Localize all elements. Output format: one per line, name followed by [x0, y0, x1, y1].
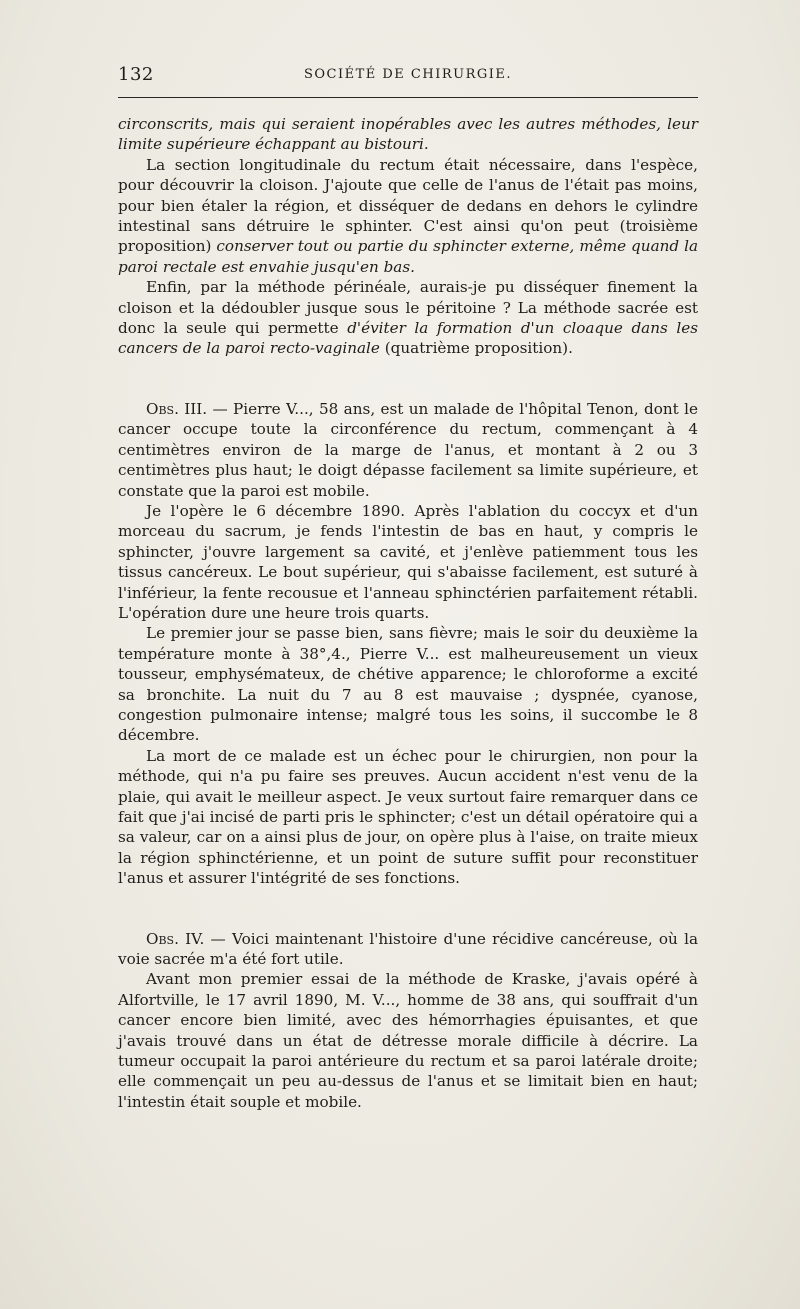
paragraph-observation-4 — [118, 929, 698, 970]
italic-run: mais qui seraient inopérables avec les autres méthodes, leur limite supérieure échappant au bistouri. — [118, 115, 698, 154]
text-run: La section longitudinale du rectum était nécessaire, dans l'espèce, pour découvrir la cloison. J'ajoute que celle de l'anus de l'était pas moins, pour bien étaler la région, et disséquer de dedans en dehors le cylindre intestinal sans détruire le sphinter. C'est ainsi qu'on peut (troisième proposition) — [118, 155, 698, 256]
paragraph-observation-3 — [118, 399, 698, 501]
paragraph — [118, 623, 698, 745]
paragraph — [118, 155, 698, 277]
text-run: Enfin, par la méthode périnéale, aurais-je pu disséquer finement la cloison et la dédoubler jusque sous le péritoine ? La méthode sacrée est donc la seule qui permette — [118, 278, 698, 338]
small-caps-run: Obs. — [146, 399, 179, 418]
text-run: Avant mon premier essai de la méthode de Kraske, j'avais opéré à Alfortville, le 17 avril 1890, M. V..., homme de 38 ans, qui souffrait d'un cancer encore bien limité, avec des hémorrhagies épuisantes, et que j'avais trouvé dans un état de détresse morale difficile à décrire. La tumeur occupait la paroi antérieure du rectum et sa paroi latérale droite; elle commençait un peu au-dessus de l'anus et se limitait bien en haut; l'intestin était souple et mobile. — [118, 970, 698, 1111]
page-number: 132 — [118, 64, 154, 85]
text-run: IV. — Voici maintenant l'histoire d'une récidive cancéreuse, où la voie sacrée m'a été fort utile. — [118, 929, 698, 969]
italic-run: circonscrits, — [118, 115, 214, 133]
text-run: (quatrième proposition). — [379, 339, 573, 358]
header-rule — [118, 97, 698, 98]
text-run: Je l'opère le 6 décembre 1890. Après l'ablation du coccyx et d'un morceau du sacrum, je fends l'intestin de bas en haut, y compris le sphincter, j'ouvre largement sa cavité, et j'enlève patiemment tous les tissus cancéreux. Le bout supérieur, qui s'abaisse facilement, est suturé à l'inférieur, la fente recousue et l'anneau sphinctérien parfaitement rétabli. L'opération dure une heure trois quarts. — [118, 501, 698, 622]
italic-run: conserver tout ou partie du sphincter externe, même quand la paroi rectale est envahie jusqu'en bas. — [118, 237, 699, 276]
body-text — [118, 114, 698, 1112]
paragraph — [118, 277, 698, 359]
italic-run: d'éviter la formation d'un cloaque dans les cancers de la paroi recto-vaginale — [118, 319, 698, 358]
text-run: La mort de ce malade est un échec pour le chirurgien, non pour la méthode, qui n'a pu faire ses preuves. Aucun accident n'est venu de la plaie, qui avait le meilleur aspect. Je veux surtout faire remarquer dans ce fait que j'ai incisé de parti pris le sphincter; c'est un détail opératoire qui a sa valeur, car on a ainsi plus de jour, on opère plus à l'aise, on traite mieux la région sphinctérienne, et un point de suture suffit pour reconstituer l'anus et assurer l'intégrité de ses fonctions. — [118, 746, 698, 888]
paragraph — [118, 501, 698, 623]
page-header — [118, 64, 698, 90]
paragraph — [118, 969, 698, 1112]
small-caps-run: Obs. — [146, 929, 179, 948]
paragraph — [118, 746, 698, 889]
paragraph-continuation — [118, 114, 698, 155]
running-title: SOCIÉTÉ DE CHIRURGIE. — [303, 67, 513, 82]
text-run: Le premier jour se passe bien, sans fièvre; mais le soir du deuxième la température monte à 38°,4., Pierre V... est malheureusement un vieux tousseur, emphysémateux, de chétive apparence; le chloroforme a excité sa bronchite. La nuit du 7 au 8 est mauvaise ; dyspnée, cyanose, congestion pulmonaire intense; malgré tous les soins, il succombe le 8 décembre. — [118, 624, 698, 745]
text-run: III. — Pierre V..., 58 ans, est un malade de l'hôpital Tenon, dont le cancer occupe toute la circonférence du rectum, commençant à 4 centimètres environ de la marge de l'anus, et montant à 2 ou 3 centimètres plus haut; le doigt dépasse facilement sa limite supérieure, et constate que la paroi est mobile. — [118, 399, 698, 500]
